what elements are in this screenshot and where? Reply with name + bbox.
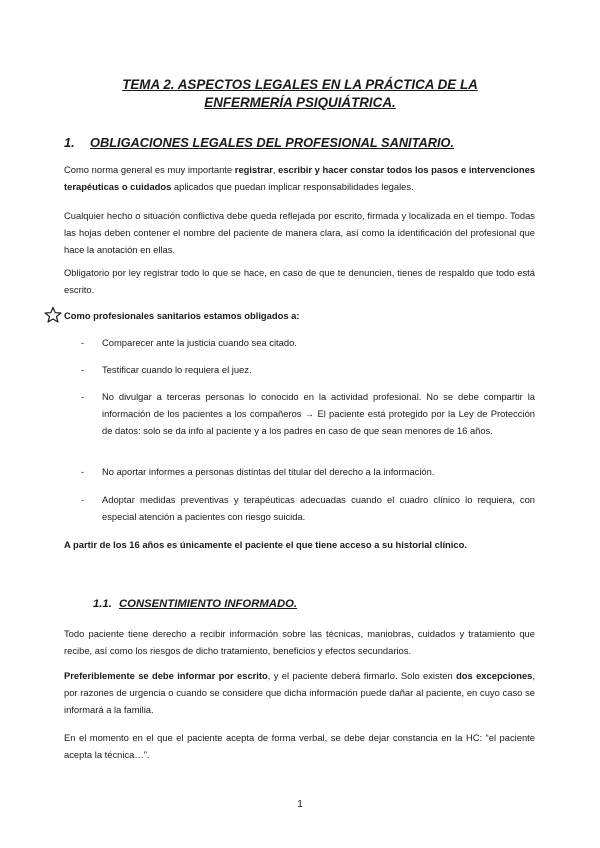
doc-title-line1: TEMA 2. ASPECTOS LEGALES EN LA PRÁCTICA DE LA [122, 77, 478, 92]
paragraph-conflictiva: Cualquier hecho o situación conflictiva debe queda reflejada por escrito, firmada y localizada en el tiempo. Todas las hojas deben contener el nombre del paciente de manera clara, así como la identificación del profesional que hace la anotación en ellas. [64, 210, 535, 255]
text-run: , por razones de urgencia o cuando se considere que dicha información puede dañar al paciente, en cuyo caso se informará a la familia. [64, 670, 535, 715]
paragraph-escrito [64, 667, 535, 718]
list-item [81, 334, 535, 351]
list-item-text: Adoptar medidas preventivas y terapéuticas adecuadas cuando el cuadro clínico lo requiera, con especial atención a pacientes con riesgo suicida. [102, 494, 535, 522]
bold-run: dos excepciones [456, 670, 533, 681]
text-run: aplicados que puedan implicar responsabilidades legales. [171, 181, 414, 192]
bold-run: registrar [234, 164, 273, 175]
star-icon [44, 306, 62, 324]
list-dash: - [81, 494, 85, 505]
list-dash: - [81, 337, 85, 348]
section-1-number: 1. [64, 135, 75, 150]
list-item [81, 361, 535, 378]
bold-run: Preferiblemente se debe informar por escrito [64, 670, 268, 681]
text-run: , [272, 164, 279, 175]
paragraph-derecho: Todo paciente tiene derecho a recibir información sobre las técnicas, maniobras, cuidados y tratamiento que recibe, así como los riesgos de dicho tratamiento, beneficios y efectos secundarios. [64, 628, 535, 656]
list-item-text: No aportar informes a personas distintas del titular del derecho a la información. [102, 466, 435, 477]
list-dash: - [81, 466, 85, 477]
list-item-text: Comparecer ante la justicia cuando sea citado. [102, 337, 297, 348]
paragraph-obligatorio: Obligatorio por ley registrar todo lo que se hace, en caso de que te denuncien, tienes de respaldo que todo está escrito. [64, 267, 535, 295]
obligations-lead: Como profesionales sanitarios estamos obligados a: [64, 310, 300, 321]
section-1-heading [64, 135, 454, 150]
list-item [81, 388, 535, 439]
text-run: , y el paciente deberá firmarlo. Solo existen [267, 670, 457, 681]
doc-title-line2: ENFERMERÍA PSIQUIÁTRICA. [204, 95, 396, 110]
list-dash: - [81, 391, 85, 402]
section-1-1-number: 1.1. [93, 598, 112, 610]
page-number: 1 [297, 799, 303, 810]
paragraph-registrar [64, 161, 535, 195]
text-run: Como norma general es muy importante [64, 164, 235, 175]
section-1-title: OBLIGACIONES LEGALES DEL PROFESIONAL SANITARIO. [90, 135, 455, 150]
list-item [81, 491, 535, 525]
section-1-1-heading [93, 598, 297, 610]
bold-run: escribir y hacer constar todos los pasos e intervenciones terapéuticas o cuidados [64, 164, 535, 192]
list-dash: - [81, 364, 85, 375]
list-item [81, 463, 535, 480]
section-1-1-title: CONSENTIMIENTO INFORMADO. [119, 598, 298, 610]
closing-statement: A partir de los 16 años es únicamente el paciente el que tiene acceso a su historial clínico. [64, 539, 467, 550]
list-item-text: Testificar cuando lo requiera el juez. [102, 364, 252, 375]
list-item-text: No divulgar a terceras personas lo conocido en la actividad profesional. No se debe compartir la información de los pacientes a los compañeros → El paciente está protegido por la Ley de Protección de datos: solo se da info al paciente y a los padres en caso de que sean menores de 16 años. [102, 391, 535, 436]
paragraph-verbal: En el momento en el que el paciente acepta de forma verbal, se debe dejar constancia en la HC: “el paciente acepta la técnica…”. [64, 732, 535, 760]
